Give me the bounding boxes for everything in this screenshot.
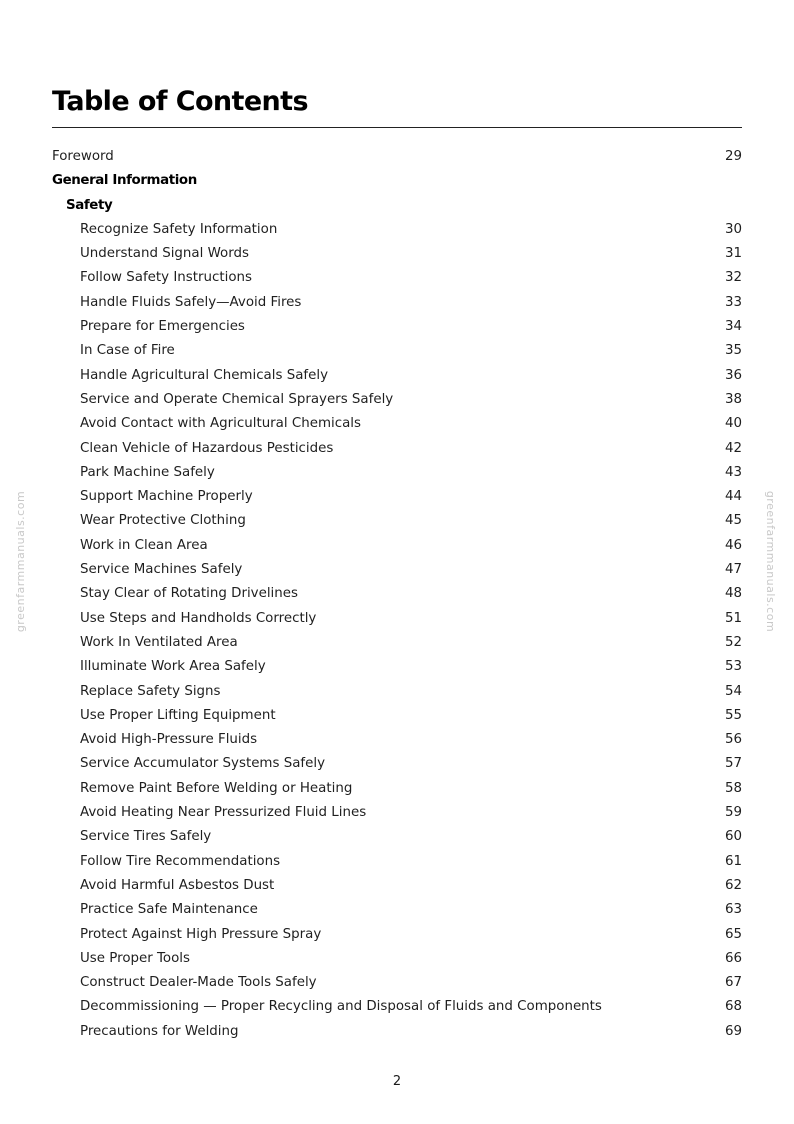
watermark-left: greenfarmmanuals.com [14, 490, 28, 633]
toc-entry-label: In Case of Fire [80, 343, 175, 359]
toc-section-heading[interactable] [52, 169, 742, 193]
toc-entry-page: 36 [724, 367, 742, 383]
toc-entry[interactable] [52, 242, 742, 266]
toc-entry[interactable] [52, 607, 742, 631]
toc-entry-label: Use Proper Lifting Equipment [80, 707, 276, 723]
table-of-contents [52, 145, 742, 1044]
toc-entry-label: Handle Fluids Safely—Avoid Fires [80, 294, 302, 310]
toc-entry[interactable] [52, 923, 742, 947]
toc-entry[interactable] [52, 558, 742, 582]
toc-entry-label: Work In Ventilated Area [80, 634, 238, 650]
toc-entry-label: Protect Against High Pressure Spray [80, 926, 322, 942]
toc-entry[interactable] [52, 971, 742, 995]
toc-entry[interactable] [52, 947, 742, 971]
toc-entry[interactable] [52, 388, 742, 412]
toc-entry[interactable] [52, 291, 742, 315]
toc-entry-page: 61 [724, 853, 742, 869]
toc-entry-page: 46 [724, 537, 742, 553]
toc-entry[interactable] [52, 850, 742, 874]
toc-entry-label: Wear Protective Clothing [80, 513, 246, 529]
toc-entry-page: 45 [724, 513, 742, 529]
toc-entry-page: 30 [724, 221, 742, 237]
toc-entry[interactable] [52, 315, 742, 339]
toc-entry-label: Avoid Contact with Agricultural Chemicals [80, 416, 361, 432]
toc-entry-page: 51 [724, 610, 742, 626]
toc-entry[interactable] [52, 631, 742, 655]
toc-entry[interactable] [52, 752, 742, 776]
toc-entry[interactable] [52, 339, 742, 363]
toc-entry-page: 38 [724, 391, 742, 407]
toc-entry-label: Service Accumulator Systems Safely [80, 756, 326, 772]
toc-entry-label: Support Machine Properly [80, 489, 253, 505]
toc-entry-page: 43 [724, 464, 742, 480]
toc-entry[interactable] [52, 412, 742, 436]
toc-entry-label: Prepare for Emergencies [80, 319, 245, 335]
toc-entry-label: Follow Safety Instructions [80, 270, 252, 286]
toc-entry-page: 57 [724, 756, 742, 772]
toc-entry-label: Decommissioning — Proper Recycling and Disposal of Fluids and Components [80, 999, 602, 1015]
toc-entry-label: Remove Paint Before Welding or Heating [80, 780, 353, 796]
toc-entry-label: Service and Operate Chemical Sprayers Safely [80, 391, 394, 407]
toc-entry-page: 34 [724, 319, 742, 335]
toc-entry[interactable] [52, 704, 742, 728]
toc-entry-page: 48 [724, 586, 742, 602]
toc-entry[interactable] [52, 655, 742, 679]
toc-entry-label: Follow Tire Recommendations [80, 853, 281, 869]
toc-entry[interactable] [52, 485, 742, 509]
toc-entry-page: 47 [724, 562, 742, 578]
toc-entry[interactable] [52, 898, 742, 922]
toc-entry-page: 69 [724, 1023, 742, 1039]
toc-entry[interactable] [52, 777, 742, 801]
toc-entry-page: 67 [724, 975, 742, 991]
toc-entry[interactable] [52, 825, 742, 849]
toc-section-heading[interactable] [52, 194, 742, 218]
toc-entry[interactable] [52, 534, 742, 558]
toc-entry-page: 63 [724, 902, 742, 918]
toc-entry-label: Avoid Harmful Asbestos Dust [80, 877, 275, 893]
toc-entry-label: Recognize Safety Information [80, 221, 278, 237]
toc-entry-page: 65 [724, 926, 742, 942]
toc-entry-page: 59 [724, 805, 742, 821]
toc-entry[interactable] [52, 680, 742, 704]
toc-entry[interactable] [52, 1020, 742, 1044]
toc-entry-page: 66 [724, 950, 742, 966]
toc-entry[interactable] [52, 874, 742, 898]
page-title: Table of Contents [52, 86, 308, 117]
toc-entry-label: Construct Dealer-Made Tools Safely [80, 975, 317, 991]
toc-entry[interactable] [52, 582, 742, 606]
toc-entry-label: Stay Clear of Rotating Drivelines [80, 586, 298, 602]
toc-entry-label: Illuminate Work Area Safely [80, 659, 266, 675]
toc-entry-page: 55 [724, 707, 742, 723]
toc-entry-page: 58 [724, 780, 742, 796]
toc-entry-label: Foreword [52, 149, 114, 164]
toc-entry[interactable] [52, 266, 742, 290]
toc-entry-page: 35 [724, 343, 742, 359]
toc-entry-label: Understand Signal Words [80, 246, 249, 262]
toc-entry[interactable] [52, 364, 742, 388]
toc-entry[interactable] [52, 728, 742, 752]
toc-entry-page: 29 [724, 149, 742, 164]
toc-entry[interactable] [52, 461, 742, 485]
toc-entry[interactable] [52, 437, 742, 461]
toc-entry-page: 42 [724, 440, 742, 456]
toc-entry-page: 62 [724, 877, 742, 893]
toc-entry-label: Avoid Heating Near Pressurized Fluid Lines [80, 805, 367, 821]
toc-entry-label: Service Tires Safely [80, 829, 212, 845]
toc-entry-label: Precautions for Welding [80, 1023, 239, 1039]
toc-entry-label: Safety [66, 197, 113, 213]
toc-entry-label: Replace Safety Signs [80, 683, 221, 699]
toc-entry-page: 33 [724, 294, 742, 310]
toc-entry-label: Work in Clean Area [80, 537, 208, 553]
toc-entry-label: Handle Agricultural Chemicals Safely [80, 367, 329, 383]
toc-entry-page: 68 [724, 999, 742, 1015]
toc-entry-label: Avoid High-Pressure Fluids [80, 732, 258, 748]
toc-entry[interactable] [52, 995, 742, 1019]
toc-entry-page: 53 [724, 659, 742, 675]
toc-entry[interactable] [52, 801, 742, 825]
toc-entry-page: 44 [724, 489, 742, 505]
toc-entry[interactable] [52, 218, 742, 242]
toc-entry[interactable] [52, 509, 742, 533]
toc-entry-page: 31 [724, 246, 742, 262]
toc-entry-label: Use Steps and Handholds Correctly [80, 610, 317, 626]
title-divider [52, 127, 742, 128]
toc-entry-page: 60 [724, 829, 742, 845]
toc-entry-page: 54 [724, 683, 742, 699]
toc-entry[interactable] [52, 145, 742, 169]
toc-entry-label: Practice Safe Maintenance [80, 902, 258, 918]
toc-entry-page: 32 [724, 270, 742, 286]
page-number: 2 [392, 1074, 402, 1089]
toc-entry-page: 52 [724, 634, 742, 650]
toc-entry-label: Park Machine Safely [80, 464, 215, 480]
toc-entry-label: Use Proper Tools [80, 950, 191, 966]
toc-entry-page: 40 [724, 416, 742, 432]
toc-entry-label: Clean Vehicle of Hazardous Pesticides [80, 440, 334, 456]
watermark-right: greenfarmmanuals.com [764, 490, 778, 633]
toc-entry-page: 56 [724, 732, 742, 748]
toc-entry-label: General Information [52, 173, 197, 189]
toc-entry-label: Service Machines Safely [80, 562, 243, 578]
